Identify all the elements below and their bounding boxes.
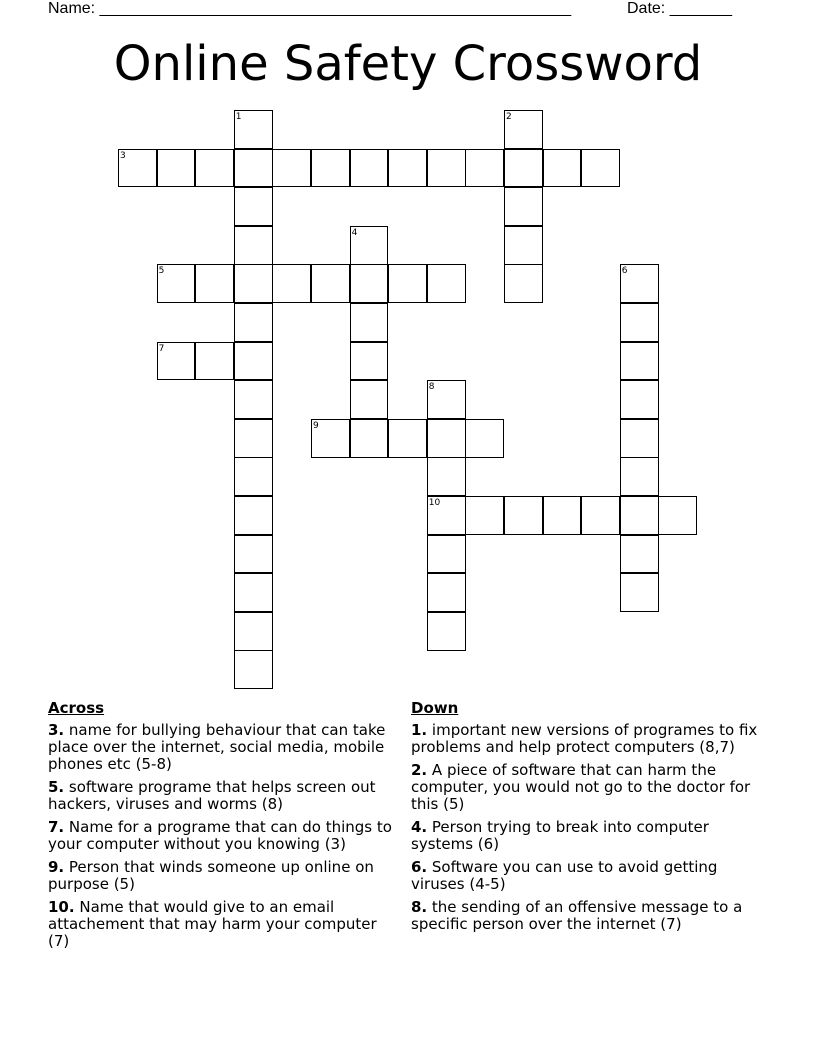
crossword-cell[interactable] [620,496,659,535]
clue-number: 5. [48,778,65,796]
crossword-cell[interactable] [620,342,659,381]
crossword-cell[interactable] [581,496,620,535]
down-heading: Down [411,699,459,717]
crossword-cell[interactable] [465,419,504,458]
crossword-cell[interactable] [195,264,234,303]
crossword-cell[interactable] [311,264,350,303]
crossword-cell[interactable] [427,573,466,612]
crossword-cell[interactable] [427,419,466,458]
across-clues [48,700,393,956]
crossword-cell[interactable] [388,149,427,188]
clue-down-2 [411,762,773,813]
clue-number-label: 8 [428,382,435,393]
crossword-cell[interactable] [234,149,273,188]
clue-down-6 [411,859,773,893]
clue-text: Person that winds someone up online on purpose (5) [48,858,374,893]
name-field[interactable]: Name: _____________________________________________________ [48,0,572,17]
crossword-cell[interactable] [620,419,659,458]
crossword-cell[interactable] [620,380,659,419]
crossword-cell[interactable] [504,264,543,303]
crossword-cell[interactable] [350,342,389,381]
clue-down-1 [411,722,773,756]
crossword-cell[interactable] [350,264,389,303]
clue-across-10 [48,899,393,950]
crossword-cell[interactable] [427,612,466,651]
crossword-cell[interactable] [620,535,659,574]
clue-number-label: 3 [120,150,126,161]
crossword-cell[interactable] [427,535,466,574]
crossword-cell[interactable] [620,457,659,496]
clue-text: name for bullying behaviour that can take place over the internet, social media, mobile phones etc (5-8) [48,721,386,773]
crossword-cell[interactable] [272,264,311,303]
crossword-cell[interactable] [272,149,311,188]
clue-number: 3. [48,721,65,739]
crossword-cell[interactable] [581,149,620,188]
clue-text: software programe that helps screen out hackers, viruses and worms (8) [48,778,376,813]
clue-number: 2. [411,761,428,779]
clue-across-5 [48,779,393,813]
crossword-cell[interactable] [465,496,504,535]
clue-number: 10. [48,898,75,916]
clue-down-4 [411,819,773,853]
clue-number: 9. [48,858,65,876]
clue-number-label: 9 [313,420,319,431]
crossword-cell[interactable] [234,342,273,381]
clue-number-label: 6 [621,266,628,277]
clue-number: 4. [411,818,428,836]
crossword-cell[interactable] [234,535,273,574]
crossword-cell[interactable] [195,149,234,188]
crossword-cell[interactable] [350,149,389,188]
crossword-cell[interactable] [234,419,273,458]
crossword-cell[interactable] [311,149,350,188]
crossword-cell[interactable] [234,264,273,303]
crossword-cell[interactable] [234,303,273,342]
crossword-cell[interactable] [504,226,543,265]
crossword-cell[interactable] [234,573,273,612]
clue-number-label: 2 [506,112,512,122]
clue-across-7 [48,819,393,853]
crossword-cell[interactable] [350,380,389,419]
crossword-cell[interactable] [620,303,659,342]
crossword-cell[interactable] [234,496,273,535]
crossword-cell[interactable] [350,303,389,342]
clue-number-label: 5 [158,266,165,277]
crossword-cell[interactable] [465,149,504,188]
clue-text: the sending of an offensive message to a specific person over the internet (7) [411,898,743,933]
crossword-cell[interactable] [427,264,466,303]
clue-number-label: 4 [351,227,358,238]
clue-down-8 [411,899,773,933]
clue-across-9 [48,859,393,893]
crossword-cell[interactable] [234,226,273,265]
clue-text: A piece of software that can harm the computer, you would not go to the doctor for this (5) [411,761,751,813]
crossword-cell[interactable] [350,419,389,458]
crossword-cell[interactable] [234,380,273,419]
crossword-cell[interactable] [234,650,273,689]
crossword-cell[interactable] [234,457,273,496]
date-field[interactable]: Date: _______ [627,0,732,17]
clue-number: 6. [411,858,428,876]
clue-number-label: 10 [428,498,441,508]
crossword-cell[interactable] [388,264,427,303]
crossword-cell[interactable] [157,149,196,188]
clue-number: 8. [411,898,428,916]
crossword-cell[interactable] [195,342,234,381]
crossword-cell[interactable] [504,187,543,226]
crossword-cell[interactable] [504,496,543,535]
crossword-cell[interactable] [234,612,273,651]
clue-number: 7. [48,818,65,836]
crossword-cell[interactable] [543,149,582,188]
clue-text: Name for a programe that can do things to your computer without you knowing (3) [48,818,392,853]
down-clues [411,700,773,939]
crossword-cell[interactable] [620,573,659,612]
clue-text: important new versions of programes to fix problems and help protect computers (8,7) [411,721,758,756]
page-title: Online Safety Crossword [113,36,703,92]
clue-number-label: 1 [235,112,242,122]
clue-number: 1. [411,721,428,739]
across-heading: Across [48,699,105,717]
crossword-cell[interactable] [234,187,273,226]
crossword-cell[interactable] [427,149,466,188]
crossword-cell[interactable] [658,496,697,535]
crossword-cell[interactable] [427,457,466,496]
clue-text: Software you can use to avoid getting viruses (4-5) [411,858,718,893]
crossword-cell[interactable] [543,496,582,535]
crossword-cell[interactable] [388,419,427,458]
clue-text: Person trying to break into computer systems (6) [411,818,709,853]
clue-text: Name that would give to an email attachement that may harm your computer (7) [48,898,377,950]
clue-across-3 [48,722,393,773]
clue-number-label: 7 [158,343,165,354]
crossword-cell[interactable] [504,149,543,188]
